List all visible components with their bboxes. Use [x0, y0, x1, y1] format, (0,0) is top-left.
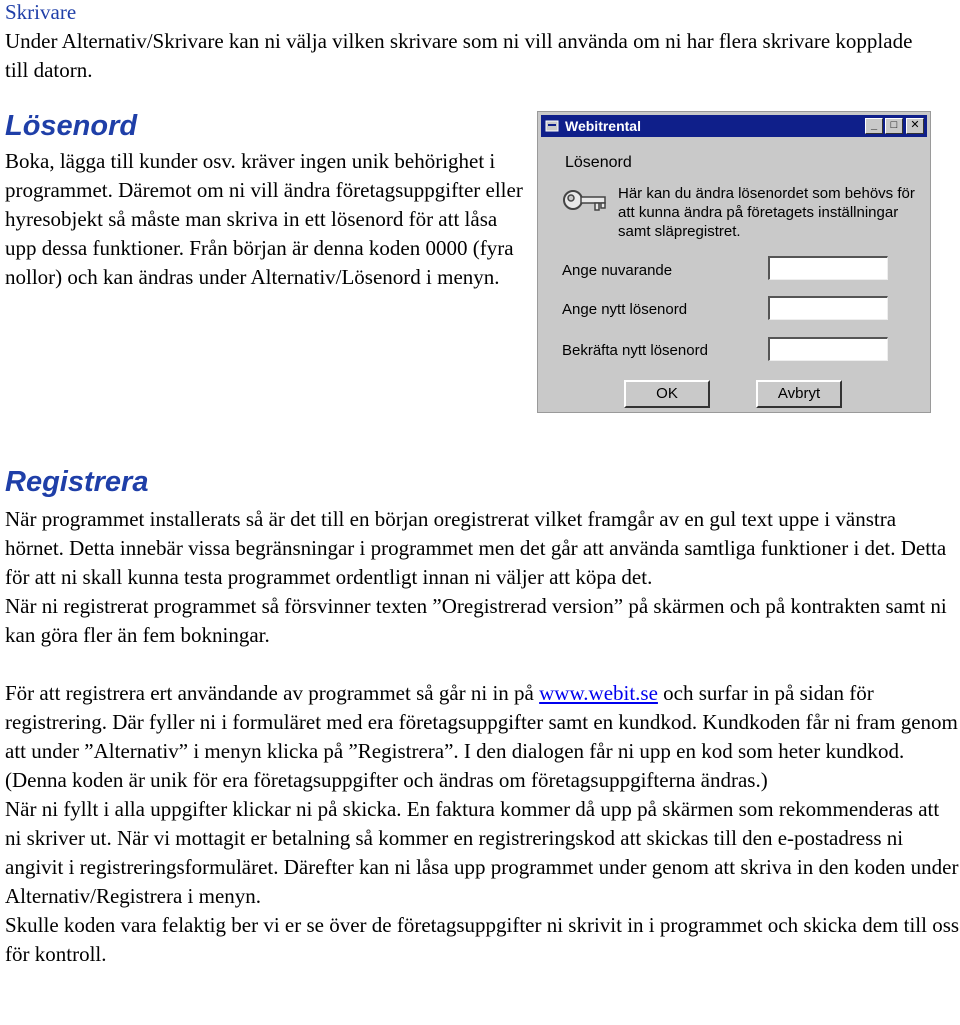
registrera-paragraph-3	[5, 679, 960, 795]
section-title-skrivare: Skrivare	[5, 0, 77, 24]
dialog-titlebar[interactable]	[541, 115, 927, 137]
heading-registrera: Registrera	[5, 466, 149, 498]
current-password-label: Ange nuvarande	[562, 262, 673, 279]
maximize-button[interactable]: □	[885, 118, 903, 134]
minimize-button[interactable]: _	[865, 118, 883, 134]
ok-button[interactable]: OK	[624, 380, 710, 408]
dialog-info-text: Här kan du ändra lösenordet som behövs för att kunna ändra på företagets inställningar samt släpregistret.	[618, 185, 915, 240]
confirm-password-label: Bekräfta nytt lösenord	[562, 342, 708, 359]
registrera-paragraph-4: När ni fyllt i alla uppgifter klickar ni på skicka. En faktura kommer då upp på skärmen som rekommenderas att ni skriver ut. När vi mottagit er betalning så kommer en registreringskod att skickas till den e-postadress ni angivit i registreringsformuläret. Därefter kan ni låsa upp programmet under genom att skriva in den koden under Alternativ/Registrera i menyn.	[5, 797, 959, 908]
confirm-password-input[interactable]	[768, 337, 888, 361]
registrera-paragraph-5: Skulle koden vara felaktig ber vi er se över de företagsuppgifter ni skrivit in i programmet och skicka dem till oss för kontroll.	[5, 913, 960, 966]
registrera-paragraph-1: När programmet installerats så är det till en början oregistrerat vilket framgår av en gul text uppe i vänstra hörnet. Detta innebär vissa begränsningar i programmet men det går att använda samtliga funktioner i det. Detta för att ni skall kunna testa programmet ordentligt innan ni väljer att köpa det.	[5, 507, 947, 589]
key-icon	[562, 187, 608, 221]
new-password-label: Ange nytt lösenord	[562, 301, 688, 318]
cancel-button[interactable]: Avbryt	[756, 380, 842, 408]
registrera-paragraph-2: När ni registrerat programmet så försvinner texten ”Oregistrerad version” på skärmen och på kontrakten samt ni kan göra fler än fem bokningar.	[5, 594, 947, 647]
current-password-input[interactable]	[768, 256, 888, 280]
app-icon	[545, 119, 559, 133]
registrera-text	[5, 505, 960, 969]
registrera-p3-start: För att registrera ert användande av programmet så går ni in på	[5, 681, 540, 705]
dialog-heading: Lösenord	[565, 154, 632, 171]
password-dialog	[537, 111, 931, 413]
losenord-paragraph: Boka, lägga till kunder osv. kräver ingen unik behörighet i programmet. Däremot om ni vill ändra företagsuppgifter eller hyresobjekt så måste man skriva in ett lösenord för att låsa upp dessa funktioner. Från början är denna koden 0000 (fyra nollor) och kan ändras under Alternativ/Lösenord i menyn.	[5, 149, 523, 289]
new-password-input[interactable]	[768, 296, 888, 320]
dialog-title: Webitrental	[565, 118, 641, 134]
skrivare-paragraph: Under Alternativ/Skrivare kan ni välja vilken skrivare som ni vill använda om ni har flera skrivare kopplade till datorn.	[5, 29, 913, 82]
heading-losenord: Lösenord	[5, 110, 138, 142]
registrera-p3-end: och surfar in på sidan för registrering. Där fyller ni i formuläret med era företagsuppgifter samt en kundkod. Kundkoden får ni fram genom att under ”Alternativ” i menyn klicka på ”Registrera”. I den dialogen får ni upp en kod som heter kundkod. (Denna koden är unik för era företagsuppgifter och ändras om företagsuppgifterna ändras.)	[5, 681, 958, 792]
close-button[interactable]: ✕	[906, 118, 924, 134]
webit-link[interactable]: www.webit.se	[539, 681, 658, 705]
